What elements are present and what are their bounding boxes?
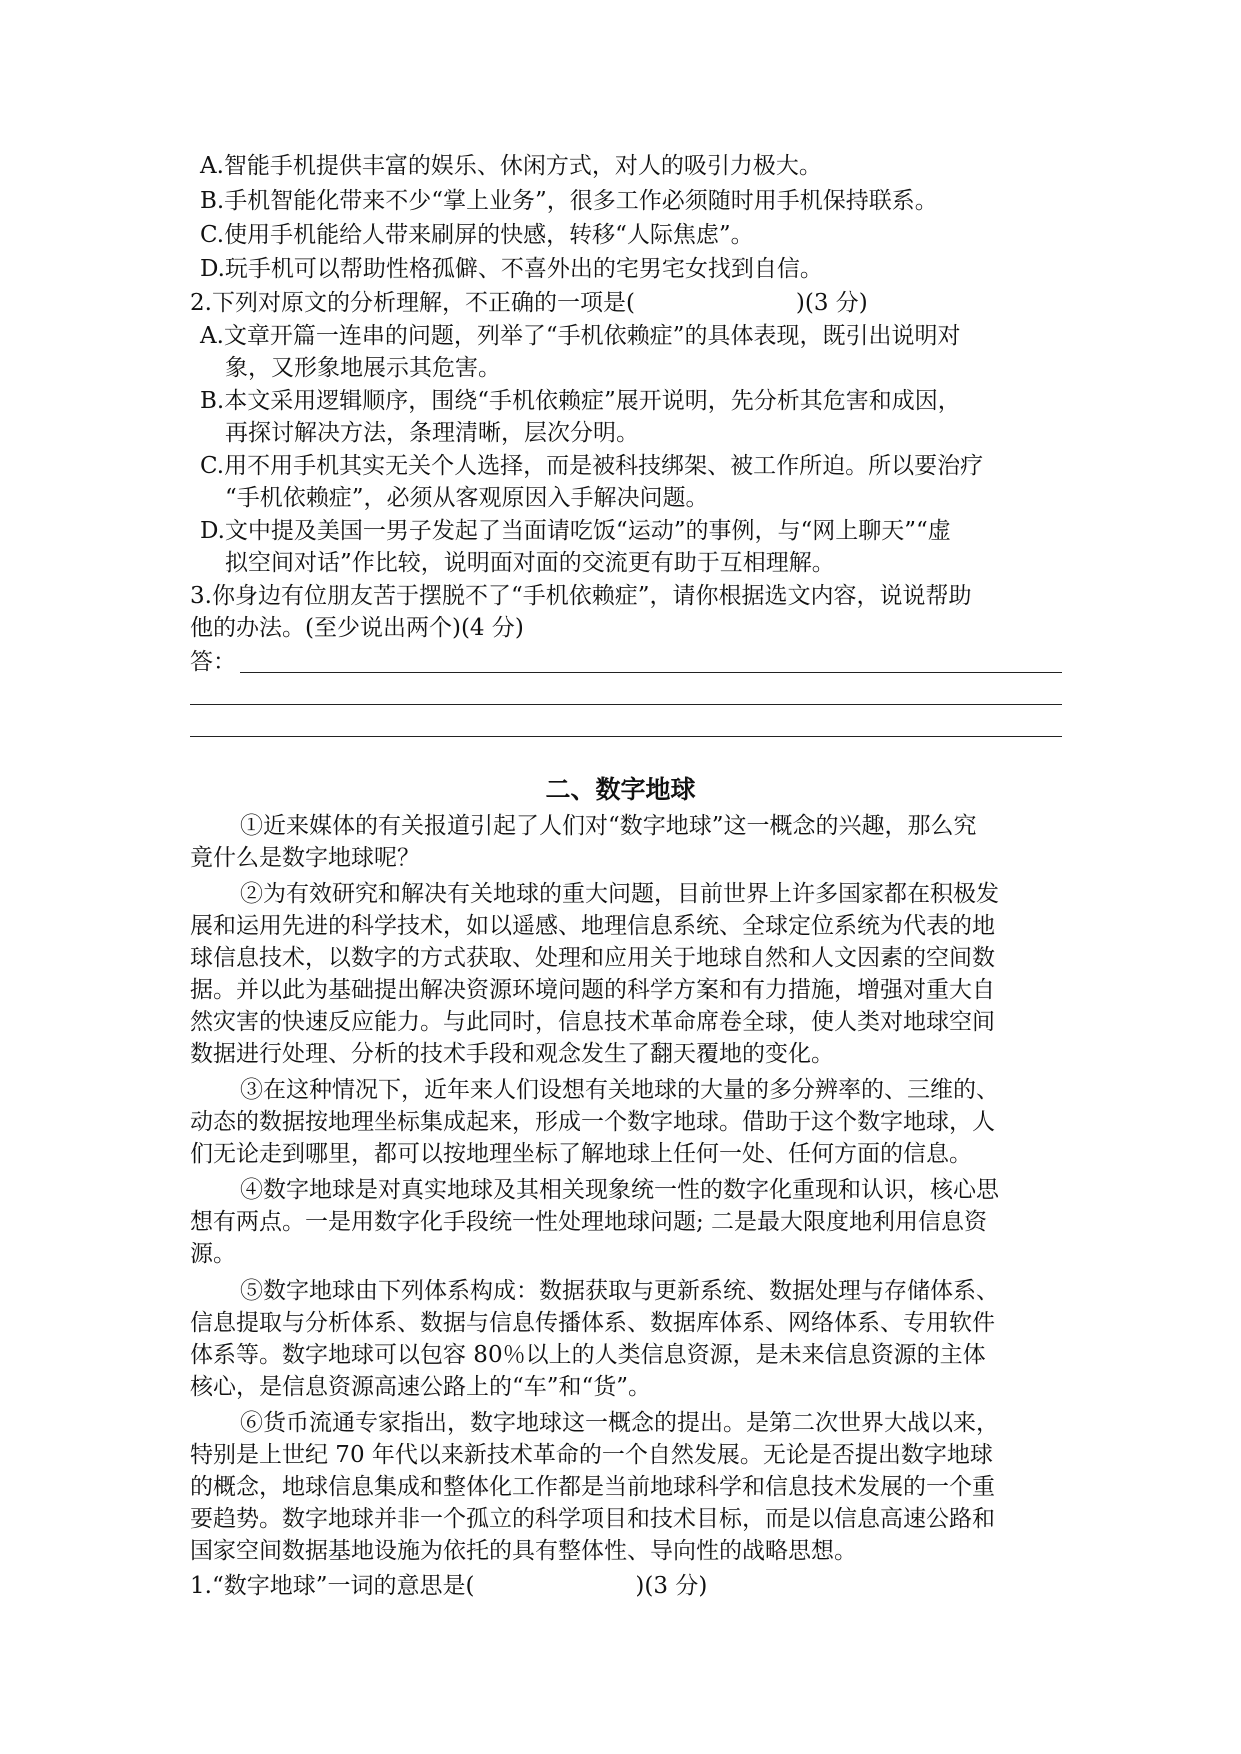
option-b: B.手机智能化带来不少“掌上业务”，很多工作必须随时用手机保持联系。 xyxy=(200,188,938,214)
answer-label: 答： xyxy=(190,649,236,675)
question-3-line2: 他的办法。(至少说出两个)(4 分) xyxy=(190,615,524,641)
passage-p2-line3: 球信息技术，以数字的方式获取、处理和应用关于地球自然和人文因素的空间数 xyxy=(190,945,995,971)
section-title: 二、数字地球 xyxy=(545,775,696,804)
q2-option-b-line1: B.本文采用逻辑顺序，围绕“手机依赖症”展开说明，先分析其危害和成因， xyxy=(200,388,961,414)
passage-p6-line3: 的概念，地球信息集成和整体化工作都是当前地球科学和信息技术发展的一个重 xyxy=(190,1474,995,1500)
passage-p1-line1: ①近来媒体的有关报道引起了人们对“数字地球”这一概念的兴趣，那么究 xyxy=(240,813,977,839)
sub-question-1: 1.“数字地球”一词的意思是( )(3 分) xyxy=(190,1573,708,1599)
passage-p6-line4: 要趋势。数字地球并非一个孤立的科学项目和技术目标，而是以信息高速公路和 xyxy=(190,1506,995,1532)
passage-p2-line2: 展和运用先进的科学技术，如以遥感、地理信息系统、全球定位系统为代表的地 xyxy=(190,913,995,939)
passage-p4-line3: 源。 xyxy=(190,1241,236,1267)
passage-p2-line5: 然灾害的快速反应能力。与此同时，信息技术革命席卷全球，使人类对地球空间 xyxy=(190,1009,995,1035)
question-3-line1: 3.你身边有位朋友苦于摆脱不了“手机依赖症”，请你根据选文内容，说说帮助 xyxy=(190,583,972,609)
passage-p4-line2: 想有两点。一是用数字化手段统一性处理地球问题; 二是最大限度地利用信息资 xyxy=(190,1209,988,1235)
passage-p5-line3: 体系等。数字地球可以包容 80％以上的人类信息资源，是未来信息资源的主体 xyxy=(190,1342,986,1368)
passage-p1-line2: 竟什么是数字地球呢？ xyxy=(190,845,420,871)
passage-p2-line6: 数据进行处理、分析的技术手段和观念发生了翻天覆地的变化。 xyxy=(190,1041,834,1067)
passage-p6-line5: 国家空间数据基地设施为依托的具有整体性、导向性的战略思想。 xyxy=(190,1538,857,1564)
q2-option-d-line1: D.文中提及美国一男子发起了当面请吃饭“运动”的事例，与“网上聊天”“虚 xyxy=(200,518,951,544)
q2-option-c-line1: C.用不用手机其实无关个人选择，而是被科技绑架、被工作所迫。所以要治疗 xyxy=(200,453,984,479)
answer-line-3[interactable] xyxy=(190,736,1062,737)
passage-p6-line2: 特别是上世纪 70 年代以来新技术革命的一个自然发展。无论是否提出数字地球 xyxy=(190,1442,993,1468)
answer-line-2[interactable] xyxy=(190,704,1062,705)
passage-p3-line1: ③在这种情况下，近年来人们设想有关地球的大量的多分辨率的、三维的、 xyxy=(240,1077,999,1103)
passage-p6-line1: ⑥货币流通专家指出，数字地球这一概念的提出。是第二次世界大战以来， xyxy=(240,1410,999,1436)
option-d: D.玩手机可以帮助性格孤僻、不喜外出的宅男宅女找到自信。 xyxy=(200,256,823,282)
passage-p4-line1: ④数字地球是对真实地球及其相关现象统一性的数字化重现和认识，核心思 xyxy=(240,1177,999,1203)
passage-p3-line3: 们无论走到哪里，都可以按地理坐标了解地球上任何一处、任何方面的信息。 xyxy=(190,1141,972,1167)
q2-option-b-line2: 再探讨解决方法，条理清晰，层次分明。 xyxy=(225,420,639,446)
option-c: C.使用手机能给人带来刷屏的快感，转移“人际焦虑”。 xyxy=(200,222,754,248)
passage-p5-line1: ⑤数字地球由下列体系构成：数据获取与更新系统、数据处理与存储体系、 xyxy=(240,1278,999,1304)
answer-line-1[interactable] xyxy=(240,672,1062,673)
q2-option-d-line2: 拟空间对话”作比较，说明面对面的交流更有助于互相理解。 xyxy=(225,550,835,576)
question-2-stem: 2.下列对原文的分析理解，不正确的一项是( )(3 分) xyxy=(190,290,868,316)
q2-option-a-line1: A.文章开篇一连串的问题，列举了“手机依赖症”的具体表现，既引出说明对 xyxy=(200,323,961,349)
passage-p5-line2: 信息提取与分析体系、数据与信息传播体系、数据库体系、网络体系、专用软件 xyxy=(190,1310,995,1336)
passage-p3-line2: 动态的数据按地理坐标集成起来，形成一个数字地球。借助于这个数字地球，人 xyxy=(190,1109,995,1135)
option-a: A.智能手机提供丰富的娱乐、休闲方式，对人的吸引力极大。 xyxy=(200,153,822,179)
q2-option-c-line2: “手机依赖症”，必须从客观原因入手解决问题。 xyxy=(225,485,709,511)
passage-p2-line1: ②为有效研究和解决有关地球的重大问题，目前世界上许多国家都在积极发 xyxy=(240,881,999,907)
passage-p5-line4: 核心，是信息资源高速公路上的“车”和“货”。 xyxy=(190,1374,652,1400)
q2-option-a-line2: 象，又形象地展示其危害。 xyxy=(225,355,501,381)
passage-p2-line4: 据。并以此为基础提出解决资源环境问题的科学方案和有力措施，增强对重大自 xyxy=(190,977,995,1003)
